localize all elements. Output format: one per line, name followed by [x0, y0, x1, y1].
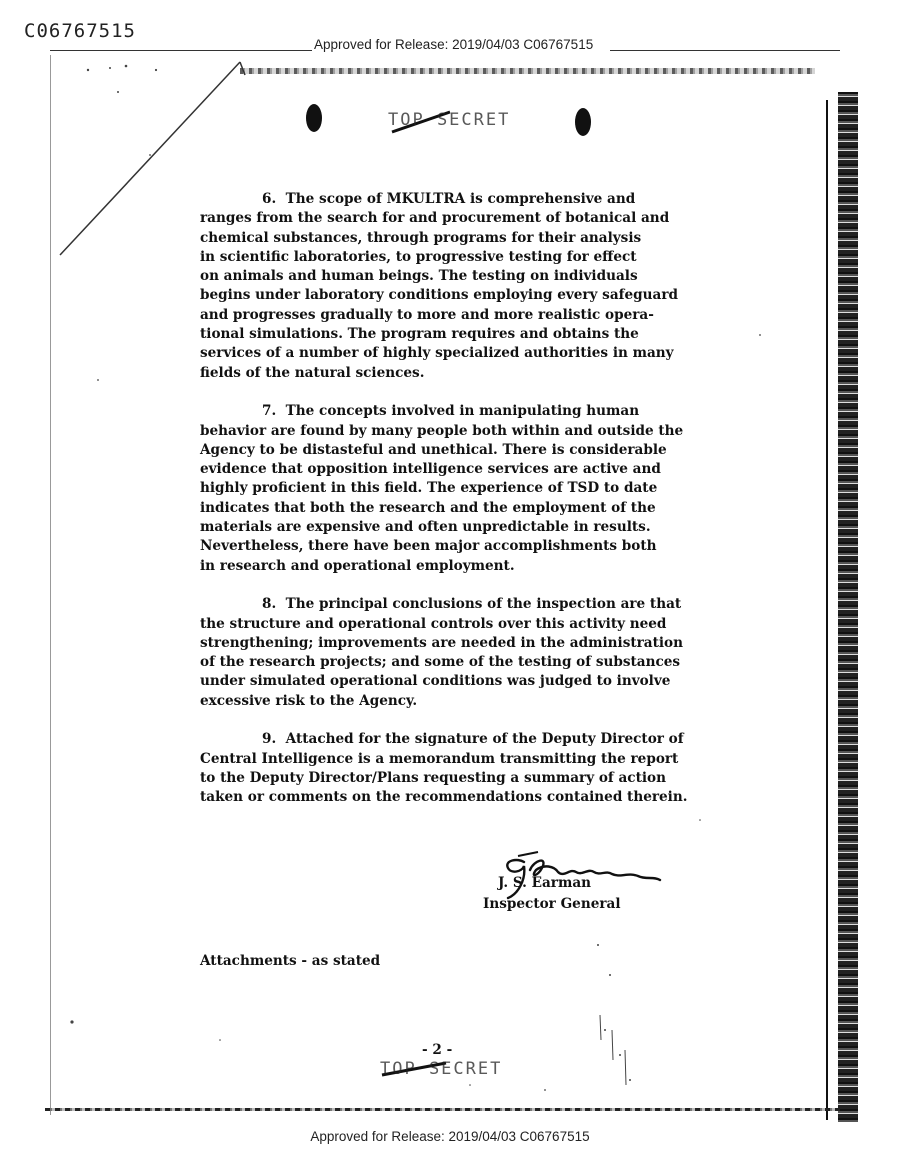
paragraph-8-line: strengthening; improvements are needed in the administration	[200, 634, 683, 651]
paragraph-6-line: in scientific laboratories, to progressive testing for effect	[200, 248, 637, 265]
paragraph-9-line: Central Intelligence is a memorandum transmitting the report	[200, 750, 679, 767]
paragraph-8-line: under simulated operational conditions was judged to involve	[200, 673, 671, 690]
memo-body	[200, 190, 730, 827]
paragraph-6-number: 6.	[262, 191, 277, 207]
paragraph-6-line: begins under laboratory conditions employing every safeguard	[200, 287, 678, 304]
paragraph-9-line: Attached for the signature of the Deputy Director of	[285, 731, 684, 748]
paragraph-8-line: of the research projects; and some of the testing of substances	[200, 654, 681, 671]
paragraph-7-line: The concepts involved in manipulating human	[285, 403, 640, 420]
attachments-note: Attachments - as stated	[200, 953, 381, 969]
paragraph-7-number: 7.	[262, 403, 277, 420]
paragraph-8-line: the structure and operational controls over this activity need	[200, 615, 667, 632]
paragraph-6-line: tional simulations. The program requires and obtains the	[200, 326, 639, 343]
classification-bottom-text: TOP SECRET	[380, 1059, 503, 1079]
paragraph-6-line: fields of the natural sciences.	[200, 364, 425, 381]
paragraph-9-number: 9.	[262, 731, 277, 748]
classification-top-stamp	[388, 106, 510, 131]
signatory-name: J. S. Earman	[498, 875, 592, 891]
release-stamp-top: Approved for Release: 2019/04/03 C06767515	[314, 37, 594, 52]
paragraph-7-line: Nevertheless, there have been major accomplishments both	[200, 538, 657, 555]
paragraph-6-line: ranges from the search for and procurement of botanical and	[200, 210, 670, 227]
paragraph-9-line: to the Deputy Director/Plans requesting a summary of action	[200, 769, 666, 786]
paragraph-8-line: The principal conclusions of the inspection are that	[285, 596, 682, 613]
paragraph-8-line: excessive risk to the Agency.	[200, 692, 418, 709]
release-stamp-bottom: Approved for Release: 2019/04/03 C06767515	[310, 1129, 590, 1144]
page-number: - 2 -	[422, 1042, 453, 1058]
paragraph-6-line: The scope of MKULTRA is comprehensive and	[285, 191, 636, 207]
paragraph-6-line: on animals and human beings. The testing on individuals	[200, 268, 638, 285]
document-id: C06767515	[24, 20, 136, 42]
punch-hole-right	[575, 108, 591, 136]
paragraph-7-line: behavior are found by many people both within and outside the	[200, 422, 684, 439]
paragraph-7-line: Agency to be distasteful and unethical. There is considerable	[200, 441, 667, 458]
paragraph-9-line: taken or comments on the recommendations contained therein.	[200, 789, 688, 806]
paragraph-7-line: in research and operational employment.	[200, 557, 515, 574]
signatory-title: Inspector General	[483, 896, 621, 912]
paragraph-8-number: 8.	[262, 596, 277, 613]
classification-top-text: TOP SECRET	[388, 110, 511, 130]
paragraph-8	[200, 595, 730, 711]
paragraph-7-line: evidence that opposition intelligence services are active and	[200, 461, 661, 478]
paragraph-7-line: indicates that both the research and the employment of the	[200, 499, 656, 516]
paragraph-6	[200, 190, 730, 383]
punch-hole-left	[306, 104, 322, 132]
paragraph-7-line: materials are expensive and often unpredictable in results.	[200, 519, 651, 536]
paragraph-7	[200, 402, 730, 576]
paragraph-6-line: chemical substances, through programs for their analysis	[200, 229, 642, 246]
paragraph-6-line: services of a number of highly specialized authorities in many	[200, 345, 674, 362]
paragraph-9	[200, 730, 730, 807]
classification-bottom-stamp	[380, 1055, 502, 1080]
paragraph-6-line: and progresses gradually to more and more realistic opera-	[200, 306, 654, 323]
paragraph-7-line: highly proficient in this field. The experience of TSD to date	[200, 480, 658, 497]
